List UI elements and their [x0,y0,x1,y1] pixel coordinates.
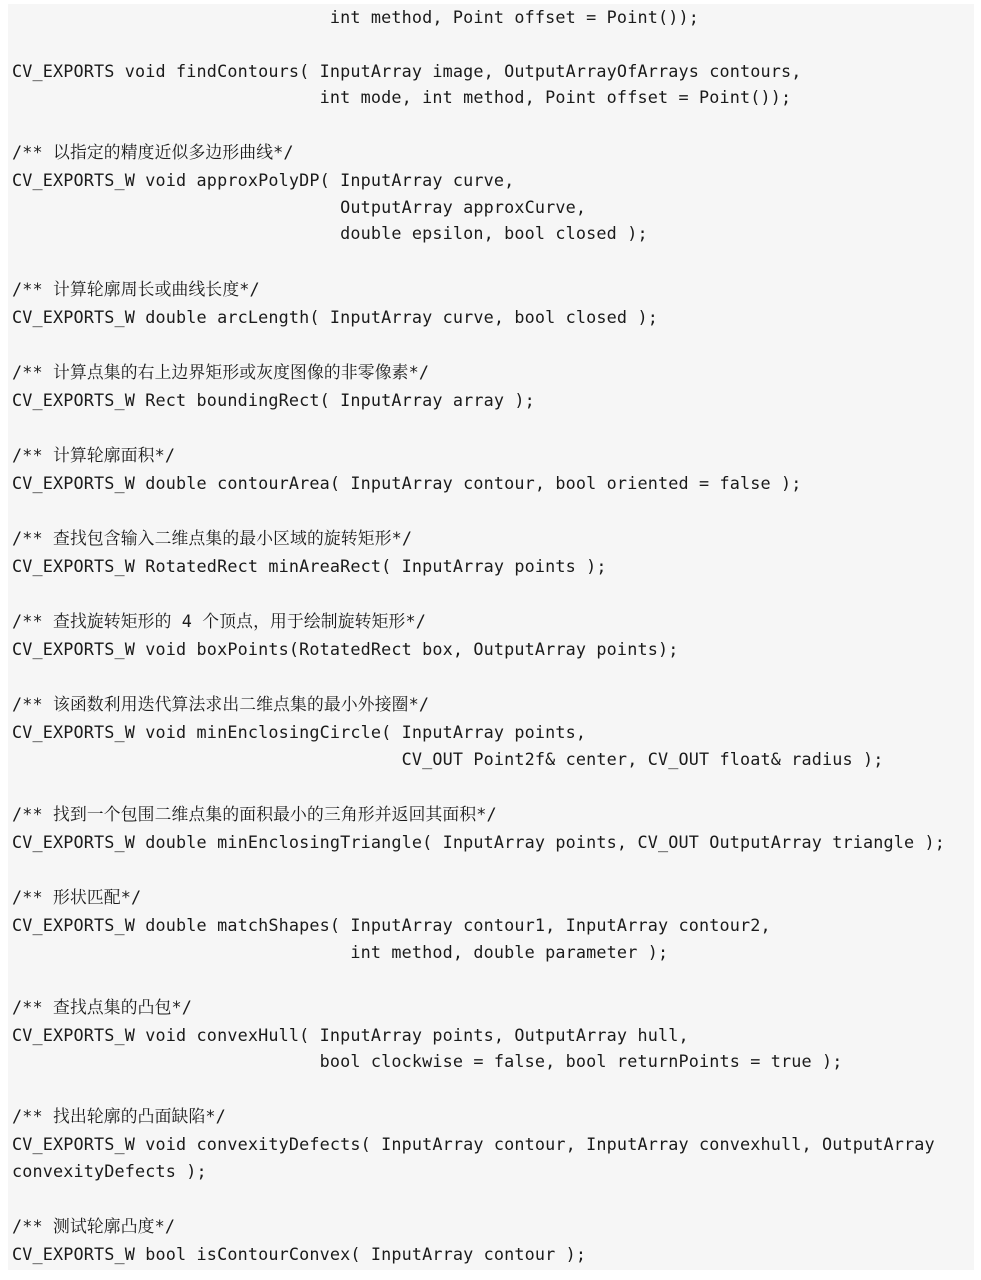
code-comment: /** 计算轮廓面积*/ [12,445,176,465]
code-comment: /** 计算轮廓周长或曲线长度*/ [12,279,260,299]
code-comment: /** 该函数利用迭代算法求出二维点集的最小外接圈*/ [12,694,430,714]
code-comment: /** 找出轮廓的凸面缺陷*/ [12,1106,226,1126]
code-line: int mode, int method, Point offset = Point()); [12,87,792,107]
code-line: CV_OUT Point2f& center, CV_OUT float& radius ); [12,749,884,769]
code-line: CV_EXPORTS_W void approxPolyDP( InputArray curve, [12,170,515,190]
code-comment: /** 计算点集的右上边界矩形或灰度图像的非零像素*/ [12,362,430,382]
code-comment: /** 查找点集的凸包*/ [12,997,193,1017]
code-comment: /** 查找包含输入二维点集的最小区域的旋转矩形*/ [12,528,413,548]
code-line: CV_EXPORTS_W RotatedRect minAreaRect( InputArray points ); [12,556,607,576]
code-block [8,4,974,1270]
code-line: CV_EXPORTS_W void boxPoints(RotatedRect box, OutputArray points); [12,639,679,659]
code-comment: /** 形状匹配*/ [12,887,142,907]
code-comment: /** 查找旋转矩形的 4 个顶点，用于绘制旋转矩形*/ [12,611,426,631]
code-line: CV_EXPORTS_W void minEnclosingCircle( InputArray points, [12,722,587,742]
code-line: CV_EXPORTS_W Rect boundingRect( InputArray array ); [12,390,535,410]
code-line: OutputArray approxCurve, [12,197,587,217]
code-line: CV_EXPORTS_W void convexityDefects( InputArray contour, InputArray convexhull, OutputArray [12,1134,935,1154]
code-line: CV_EXPORTS_W bool isContourConvex( InputArray contour ); [12,1244,587,1264]
code-line: CV_EXPORTS_W double minEnclosingTriangle( InputArray points, CV_OUT OutputArray triangle ); [12,832,946,852]
code-line: CV_EXPORTS_W double arcLength( InputArray curve, bool closed ); [12,307,658,327]
code-line: CV_EXPORTS_W double matchShapes( InputArray contour1, InputArray contour2, [12,915,771,935]
code-line: double epsilon, bool closed ); [12,223,648,243]
code-line: CV_EXPORTS_W double contourArea( InputArray contour, bool oriented = false ); [12,473,802,493]
code-line: int method, Point offset = Point()); [12,7,699,27]
code-line: CV_EXPORTS void findContours( InputArray image, OutputArrayOfArrays contours, [12,61,802,81]
code-line: CV_EXPORTS_W void convexHull( InputArray points, OutputArray hull, [12,1025,689,1045]
code-line: int method, double parameter ); [12,942,669,962]
code-comment: /** 以指定的精度近似多边形曲线*/ [12,142,294,162]
code-comment: /** 测试轮廓凸度*/ [12,1216,176,1236]
code-line: convexityDefects ); [12,1161,207,1181]
code-comment: /** 找到一个包围二维点集的面积最小的三角形并返回其面积*/ [12,804,497,824]
code-line: bool clockwise = false, bool returnPoints = true ); [12,1051,843,1071]
